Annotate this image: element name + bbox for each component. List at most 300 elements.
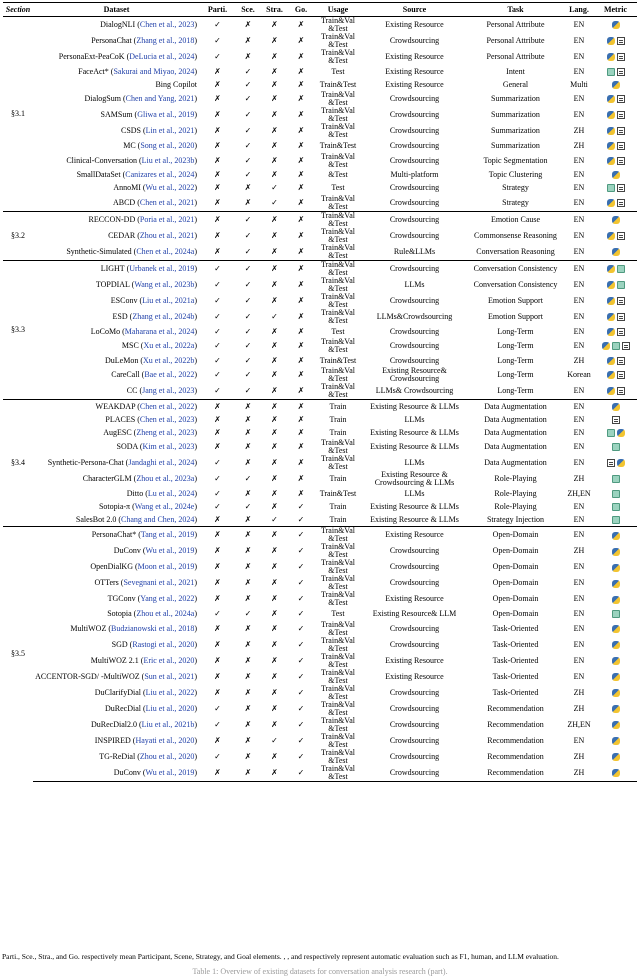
participant-mark: ✓ xyxy=(214,609,221,619)
language-cell: EN xyxy=(573,639,585,649)
task-cell: Open-Domain xyxy=(492,594,539,604)
goal-mark: ✗ xyxy=(297,474,305,484)
citation-link[interactable]: Chen et al., 2021 xyxy=(139,197,195,207)
task-cell: Open-Domain xyxy=(492,562,539,572)
strategy-mark: ✗ xyxy=(271,326,278,336)
citation-link[interactable]: Canizares et al., 2024 xyxy=(125,170,195,180)
language-cell: EN xyxy=(573,414,585,424)
dataset-cell: OpenDialKG (Moon et al., 2019) xyxy=(90,562,197,572)
citation-link[interactable]: Zhang et al., 2018 xyxy=(136,36,195,45)
language-cell: EN xyxy=(573,594,585,604)
dataset-name: PersonaChat xyxy=(91,36,132,45)
metric-cell xyxy=(594,733,637,749)
metric-cell xyxy=(594,211,637,228)
usage-cell: Train&Val &Test xyxy=(321,243,355,260)
goal-mark: ✗ xyxy=(297,79,305,89)
llm-eval-icon xyxy=(612,342,620,350)
dataset-cell: TOPDIAL (Wang et al., 2023b) xyxy=(95,279,197,289)
source-cell: Crowdsourcing xyxy=(389,94,440,104)
citation-link[interactable]: Wang et al., 2023b xyxy=(134,279,195,289)
language-cell: EN xyxy=(573,502,585,512)
citation-link[interactable]: Wu et al., 2022 xyxy=(145,183,195,193)
human-eval-icon xyxy=(617,297,625,305)
citation-link[interactable]: Rastogi et al., 2020 xyxy=(132,639,195,649)
language-cell: EN xyxy=(573,246,585,256)
dataset-cell: SODA (Kim et al., 2023) xyxy=(116,442,197,452)
dataset-name: CharacterGLM xyxy=(82,474,132,484)
strategy-mark: ✗ xyxy=(271,442,278,452)
usage-cell: Train&Val &Test xyxy=(321,543,355,560)
table-row xyxy=(3,211,637,228)
source-cell: Crowdsourcing xyxy=(389,546,440,556)
dataset-cell: Clinical-Conversation (Liu et al., 2023b) xyxy=(66,155,197,165)
language-cell: ZH xyxy=(564,765,594,782)
dataset-cell: OTTers (Sevegnani et al., 2021) xyxy=(94,578,197,588)
strategy-mark: ✗ xyxy=(271,230,278,240)
dataset-name: ACCENTOR-SGD/ -MultiWOZ xyxy=(35,671,140,681)
human-eval-icon xyxy=(617,37,625,45)
source-cell: Existing Resource xyxy=(385,671,444,681)
usage-cell: Train&Val &Test xyxy=(321,338,355,355)
task-cell: Summarization xyxy=(491,94,540,104)
citation-link[interactable]: Yang et al., 2022 xyxy=(140,594,195,604)
participant-mark: ✓ xyxy=(214,341,221,351)
llm-eval-icon xyxy=(612,516,620,524)
dataset-name: SAMSum xyxy=(100,110,133,120)
source-cell: Crowdsourcing xyxy=(362,765,467,782)
task-cell: Emotion Cause xyxy=(467,211,564,228)
dataset-name: ESD xyxy=(112,311,128,321)
python-icon xyxy=(612,705,620,713)
python-icon xyxy=(607,127,615,135)
usage-cell: Train&Test xyxy=(319,79,357,89)
source-cell: Crowdsourcing xyxy=(389,355,440,365)
table-row xyxy=(3,471,637,487)
citation-link[interactable]: Liu et al., 2021a xyxy=(142,295,195,305)
participant-mark: ✗ xyxy=(214,671,221,681)
citation-link[interactable]: Liu et al., 2021b xyxy=(141,719,195,729)
citation-link[interactable]: Budzianowski et al., 2018 xyxy=(111,623,195,633)
participant-mark: ✓ xyxy=(214,458,221,468)
header-scene: Sce. xyxy=(235,3,261,17)
usage-cell: Train&Test xyxy=(319,355,357,365)
source-cell: Crowdsourcing xyxy=(389,639,440,649)
scene-mark: ✓ xyxy=(244,279,252,289)
header-participant: Parti. xyxy=(200,3,235,17)
metric-cell xyxy=(594,701,637,717)
human-eval-icon xyxy=(617,127,625,135)
task-cell: Intent xyxy=(506,66,525,76)
language-cell: ZH xyxy=(573,126,585,136)
goal-mark: ✗ xyxy=(297,155,305,165)
task-cell: Data Augmentation xyxy=(467,400,564,413)
llm-eval-icon xyxy=(617,281,625,289)
table-row xyxy=(3,309,637,325)
usage-cell: Train&Val &Test xyxy=(321,107,355,124)
human-eval-icon xyxy=(617,68,625,76)
python-icon xyxy=(612,216,620,224)
metric-cell xyxy=(594,455,637,471)
scene-mark: ✗ xyxy=(244,655,252,665)
metric-cell xyxy=(594,49,637,65)
scene-mark: ✗ xyxy=(244,546,252,556)
citation-link[interactable]: Sun et al., 2021 xyxy=(144,671,195,681)
dataset-name: SalesBot 2.0 xyxy=(75,515,117,525)
strategy-mark: ✓ xyxy=(271,735,278,745)
scene-mark: ✗ xyxy=(244,515,252,525)
language-cell: EN xyxy=(573,110,585,120)
llm-eval-icon xyxy=(612,475,620,483)
llm-eval-icon xyxy=(617,265,625,273)
dataset-cell: INSPIRED (Hayati et al., 2020) xyxy=(94,735,197,745)
dataset-name: SGD xyxy=(111,639,128,649)
human-eval-icon xyxy=(617,111,625,119)
strategy-mark: ✗ xyxy=(271,94,278,104)
task-cell: Strategy xyxy=(502,197,529,207)
language-cell: ZH xyxy=(573,140,585,150)
citation-link[interactable]: Moon et al., 2019 xyxy=(137,562,195,572)
citation-link[interactable]: Wu et al., 2019 xyxy=(145,767,195,777)
dataset-cell: FaceAct* (Sakurai and Miyao, 2024) xyxy=(78,66,197,76)
dataset-name: SmallDataSet xyxy=(76,170,121,180)
citation-link[interactable]: Chen et al., 2024a xyxy=(136,246,195,256)
strategy-mark: ✗ xyxy=(271,246,278,256)
metric-cell xyxy=(594,91,637,107)
table-row xyxy=(3,383,637,400)
participant-mark: ✗ xyxy=(214,79,221,89)
table-row xyxy=(3,228,637,244)
dataset-cell: DuConv (Wu et al., 2019) xyxy=(33,765,200,782)
python-icon xyxy=(607,387,615,395)
source-cell: Existing Resource & LLMs xyxy=(370,502,459,512)
citation-link[interactable]: Zheng et al., 2023 xyxy=(136,427,195,437)
metric-cell xyxy=(594,153,637,169)
citation-link[interactable]: Hayati et al., 2020 xyxy=(135,735,195,745)
task-cell: Task-Oriented xyxy=(492,639,539,649)
scene-mark: ✗ xyxy=(244,639,252,649)
task-cell: Data Augmentation xyxy=(484,458,547,468)
participant-mark: ✓ xyxy=(214,719,221,729)
source-cell: Crowdsourcing xyxy=(389,687,440,697)
usage-cell: Test xyxy=(331,66,345,76)
source-cell: Existing Resource & LLMs xyxy=(370,515,459,525)
task-cell: Recommendation xyxy=(487,703,544,713)
metric-cell xyxy=(594,309,637,325)
human-eval-icon xyxy=(617,387,625,395)
citation-link[interactable]: Sevegnani et al., 2021 xyxy=(123,578,195,588)
scene-mark: ✗ xyxy=(244,488,252,498)
participant-mark: ✗ xyxy=(214,170,221,180)
source-cell: Crowdsourcing xyxy=(389,126,440,136)
participant-mark: ✓ xyxy=(214,488,221,498)
header-row xyxy=(3,3,637,17)
goal-mark: ✗ xyxy=(297,170,305,180)
participant-mark: ✓ xyxy=(214,474,221,484)
usage-cell: Train xyxy=(329,414,347,424)
scene-mark: ✓ xyxy=(244,386,252,396)
python-icon xyxy=(607,111,615,119)
human-eval-icon xyxy=(617,357,625,365)
goal-mark: ✗ xyxy=(297,386,305,396)
metric-cell xyxy=(594,637,637,653)
citation-link[interactable]: Wu et al., 2019 xyxy=(145,546,195,556)
strategy-mark: ✗ xyxy=(271,458,278,468)
usage-cell: Train xyxy=(329,427,347,437)
source-cell: Crowdsourcing xyxy=(389,751,440,761)
source-cell: Crowdsourcing xyxy=(389,326,440,336)
language-cell: EN xyxy=(564,260,594,277)
participant-mark: ✗ xyxy=(200,211,235,228)
usage-cell: Train&Val &Test xyxy=(321,732,355,749)
language-cell: ZH xyxy=(573,703,585,713)
dataset-cell: PLACES (Chen et al., 2023) xyxy=(105,414,197,424)
citation-link[interactable]: Lin et al., 2021 xyxy=(145,126,195,136)
dataset-cell: SmallDataSet (Canizares et al., 2024) xyxy=(76,170,197,180)
dataset-cell: SAMSum (Gliwa et al., 2019) xyxy=(100,110,197,120)
participant-mark: ✗ xyxy=(214,414,221,424)
language-cell: EN xyxy=(573,279,585,289)
goal-mark: ✓ xyxy=(297,735,305,745)
dataset-name: Sotopia xyxy=(107,609,132,619)
task-cell: Role-Playing xyxy=(494,474,537,484)
citation-link[interactable]: Chen et al., 2023 xyxy=(139,20,195,29)
goal-mark: ✗ xyxy=(297,230,305,240)
human-eval-icon xyxy=(617,142,625,150)
table-row xyxy=(3,439,637,455)
dataset-name: TG-ReDial xyxy=(99,751,136,761)
citation-link[interactable]: Chen et al., 2022 xyxy=(139,401,195,411)
strategy-mark: ✗ xyxy=(261,260,288,277)
task-cell: Long-Term xyxy=(497,341,534,351)
python-icon xyxy=(612,689,620,697)
source-cell: Existing Resource & LLMs xyxy=(370,427,459,437)
task-cell: Topic Clustering xyxy=(488,170,543,180)
source-cell: Crowdsourcing xyxy=(389,110,440,120)
python-icon xyxy=(607,95,615,103)
citation-link[interactable]: Chen and Yang, 2021 xyxy=(125,94,195,104)
goal-mark: ✗ xyxy=(297,370,305,380)
python-icon xyxy=(607,313,615,321)
llm-eval-icon xyxy=(612,490,620,498)
dataset-cell: LoCoMo (Maharana et al., 2024) xyxy=(90,326,197,336)
source-cell: Crowdsourcing xyxy=(389,623,440,633)
dataset-name: MSC xyxy=(121,341,139,351)
usage-cell: Train&Val &Test xyxy=(321,227,355,244)
scene-mark: ✗ xyxy=(244,719,252,729)
dataset-name: DialogSum xyxy=(84,94,121,104)
python-icon xyxy=(607,142,615,150)
source-cell: Existing Resource xyxy=(362,17,467,34)
metric-cell xyxy=(594,514,637,527)
goal-mark: ✓ xyxy=(297,594,305,604)
usage-cell: Train&Val &Test xyxy=(321,620,355,637)
task-cell: Topic Segmentation xyxy=(483,155,548,165)
strategy-mark: ✗ xyxy=(271,140,278,150)
usage-cell: Train&Val &Test xyxy=(321,292,355,309)
metric-cell xyxy=(594,169,637,182)
table-row xyxy=(3,621,637,637)
citation-link[interactable]: Tang et al., 2019 xyxy=(140,530,195,540)
participant-mark: ✗ xyxy=(214,515,221,525)
scene-mark: ✗ xyxy=(244,735,252,745)
citation-link[interactable]: Maharana et al., 2024 xyxy=(124,326,195,336)
dataset-name: AugESC xyxy=(103,427,132,437)
python-icon xyxy=(612,753,620,761)
scene-mark: ✓ xyxy=(244,502,252,512)
participant-mark: ✗ xyxy=(214,562,221,572)
goal-mark: ✗ xyxy=(297,94,305,104)
citation-link[interactable]: Liu et al., 2020 xyxy=(145,703,195,713)
participant-mark: ✓ xyxy=(214,502,221,512)
python-icon xyxy=(612,564,620,572)
citation-link[interactable]: Zhou et al., 2020 xyxy=(139,751,195,761)
usage-cell: Train&Val &Test xyxy=(321,455,355,472)
goal-mark: ✗ xyxy=(288,17,314,34)
participant-mark: ✓ xyxy=(214,751,221,761)
table-row xyxy=(3,701,637,717)
human-eval-icon xyxy=(622,342,630,350)
metric-cell xyxy=(594,559,637,575)
source-cell: Crowdsourcing xyxy=(389,197,440,207)
task-cell: General xyxy=(502,79,529,89)
citation-link[interactable]: Zhang et al., 2024b xyxy=(132,311,195,321)
citation-link[interactable]: Eric et al., 2020 xyxy=(143,655,195,665)
metric-cell xyxy=(594,426,637,439)
header-usage: Usage xyxy=(314,3,362,17)
dataset-cell: CharacterGLM (Zhou et al., 2023a) xyxy=(82,474,197,484)
goal-mark: ✗ xyxy=(297,442,305,452)
participant-mark: ✗ xyxy=(214,155,221,165)
table-row xyxy=(3,244,637,261)
source-cell: Existing Resource & LLMs xyxy=(370,442,459,452)
language-cell: EN xyxy=(573,735,585,745)
strategy-mark: ✗ xyxy=(271,719,278,729)
metric-cell xyxy=(594,33,637,49)
strategy-mark: ✗ xyxy=(271,474,278,484)
citation-link[interactable]: DeLucia et al., 2024 xyxy=(129,52,195,61)
python-icon xyxy=(612,737,620,745)
strategy-mark: ✗ xyxy=(271,110,278,120)
citation-link[interactable]: Gliwa et al., 2019 xyxy=(137,110,195,120)
table-row xyxy=(3,653,637,669)
citation-link[interactable]: Xu et al., 2022b xyxy=(143,355,195,365)
citation-link[interactable]: Jandaghi et al., 2024 xyxy=(128,458,195,468)
scene-mark: ✓ xyxy=(244,126,252,136)
citation-link[interactable]: Song et al., 2020 xyxy=(140,140,195,150)
dataset-name: TOPDIAL xyxy=(95,279,130,289)
language-cell: EN xyxy=(573,52,585,61)
strategy-mark: ✓ xyxy=(271,183,278,193)
section-label: §3.4 xyxy=(3,400,33,527)
dataset-name: ESConv xyxy=(110,295,138,305)
language-cell: EN xyxy=(573,183,585,193)
usage-cell: Train&Val &Test xyxy=(321,652,355,669)
header-goal: Go. xyxy=(288,3,314,17)
strategy-mark: ✗ xyxy=(271,502,278,512)
task-cell: Open-Domain xyxy=(492,546,539,556)
source-cell: Crowdsourcing xyxy=(362,260,467,277)
dataset-name: DuRecDial xyxy=(105,703,141,713)
usage-cell: Train&Val &Test xyxy=(321,575,355,592)
language-cell: Korean xyxy=(567,370,591,380)
participant-mark: ✗ xyxy=(214,623,221,633)
citation-link[interactable]: Urbanek et al., 2019 xyxy=(129,263,195,273)
citation-link[interactable]: Zhou et al., 2023a xyxy=(136,474,195,484)
strategy-mark: ✗ xyxy=(271,751,278,761)
goal-mark: ✓ xyxy=(297,578,305,588)
language-cell: EN xyxy=(573,609,585,619)
citation-link[interactable]: Kim et al., 2023 xyxy=(142,442,195,452)
human-eval-icon xyxy=(617,53,625,61)
llm-eval-icon xyxy=(607,68,615,76)
usage-cell: Train&Val &Test xyxy=(321,559,355,576)
citation-link[interactable]: Liu et al., 2022 xyxy=(145,687,195,697)
dataset-cell: ESD (Zhang et al., 2024b) xyxy=(112,311,197,321)
dataset-cell: DuRecDial2.0 (Liu et al., 2021b) xyxy=(91,719,197,729)
table-row xyxy=(3,637,637,653)
task-cell: Recommendation xyxy=(487,735,544,745)
table-row xyxy=(3,354,637,367)
citation-link[interactable]: Chang and Chen, 2024 xyxy=(121,515,195,525)
usage-cell: Train&Test xyxy=(319,488,357,498)
citation-link[interactable]: Liu et al., 2023b xyxy=(141,155,195,165)
task-cell: Recommendation xyxy=(467,765,564,782)
human-eval-icon xyxy=(617,184,625,192)
usage-cell: Train&Val &Test xyxy=(321,33,355,49)
citation-link[interactable]: Zhou et al., 2021 xyxy=(139,230,195,240)
participant-mark: ✗ xyxy=(214,110,221,120)
citation-link[interactable]: Zhou et al., 2024a xyxy=(136,609,195,619)
language-cell: EN xyxy=(573,655,585,665)
dataset-cell: Ditto (Lu et al., 2024) xyxy=(126,488,197,498)
task-cell: Summarization xyxy=(491,140,540,150)
metric-cell xyxy=(594,685,637,701)
python-icon xyxy=(612,673,620,681)
language-cell: EN xyxy=(573,36,585,45)
usage-cell: Train&Val &Test xyxy=(321,383,355,400)
dataset-cell: DuClarifyDial (Liu et al., 2022) xyxy=(94,687,197,697)
citation-link[interactable]: Chen et al., 2023 xyxy=(139,414,195,424)
citation-link[interactable]: Sakurai and Miyao, 2024 xyxy=(113,66,195,76)
python-icon xyxy=(602,342,610,350)
citation-link[interactable]: Poria et al., 2021 xyxy=(139,214,195,224)
goal-mark: ✗ xyxy=(297,52,305,61)
citation-link[interactable]: Jang et al., 2023 xyxy=(142,386,195,396)
dataset-name: CC xyxy=(126,386,138,396)
usage-cell: Train&Val &Test xyxy=(314,260,362,277)
task-cell: Role-Playing xyxy=(494,488,537,498)
task-cell: Recommendation xyxy=(487,719,544,729)
usage-cell: Train xyxy=(329,502,347,512)
citation-link[interactable]: Bae et al., 2022 xyxy=(144,370,195,380)
citation-link[interactable]: Xu et al., 2022a xyxy=(143,341,195,351)
goal-mark: ✓ xyxy=(297,502,305,512)
metric-cell xyxy=(594,607,637,620)
citation-link[interactable]: Lu et al., 2024 xyxy=(147,488,195,498)
goal-mark: ✓ xyxy=(297,719,305,729)
citation-link[interactable]: Wang et al., 2024e xyxy=(134,502,195,512)
dataset-cell: DuLeMon (Xu et al., 2022b) xyxy=(105,355,197,365)
language-cell: ZH xyxy=(573,546,585,556)
source-cell: Crowdsourcing xyxy=(389,341,440,351)
llm-eval-icon xyxy=(607,429,615,437)
participant-mark: ✗ xyxy=(214,197,221,207)
language-cell: EN xyxy=(564,400,594,413)
usage-cell: Test xyxy=(331,609,345,619)
usage-cell: Train&Val &Test xyxy=(321,748,355,765)
goal-mark: ✓ xyxy=(297,639,305,649)
table-row xyxy=(3,514,637,527)
